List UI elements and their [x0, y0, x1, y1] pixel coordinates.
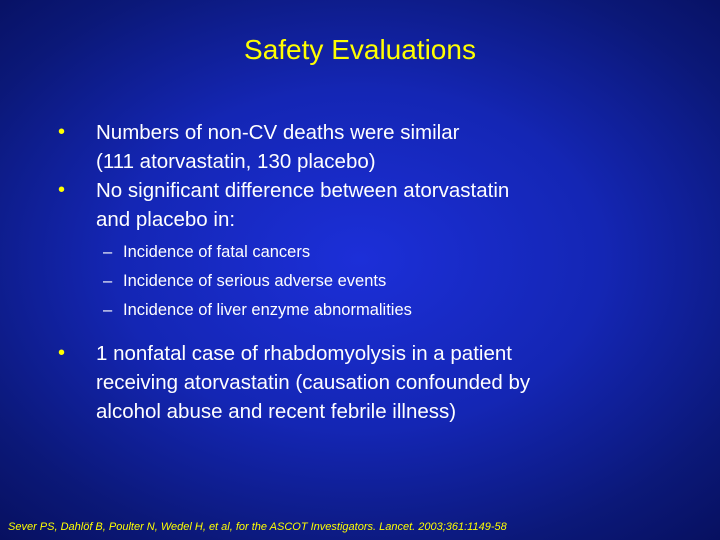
bullet-item [58, 118, 616, 176]
sub-bullet-marker: – [103, 272, 113, 290]
bullet-item [58, 176, 616, 325]
bullet-line: and placebo in: [96, 208, 236, 231]
sub-bullet-text: Incidence of serious adverse events [123, 272, 387, 290]
sub-bullet-list [96, 238, 616, 325]
bullet-item [58, 339, 616, 426]
sub-bullet-item [103, 267, 616, 296]
citation: Sever PS, Dahlöf B, Poulter N, Wedel H, et al, for the ASCOT Investigators. Lancet. 2003;361:1149-58 [8, 521, 507, 533]
bullet-line: Numbers of non-CV deaths were similar [96, 121, 460, 144]
bullet-line: receiving atorvastatin (causation confounded by [96, 371, 531, 394]
bullet-line: No significant difference between atorvastatin [96, 179, 510, 202]
bullet-line: (111 atorvastatin, 130 placebo) [96, 150, 376, 173]
sub-bullet-item [103, 296, 616, 325]
sub-bullet-text: Incidence of fatal cancers [123, 243, 311, 261]
bullet-marker: • [58, 179, 66, 201]
sub-bullet-item [103, 238, 616, 267]
sub-bullet-marker: – [103, 243, 113, 261]
bullet-marker: • [58, 121, 66, 143]
slide-title: Safety Evaluations [244, 34, 476, 65]
bullet-line: alcohol abuse and recent febrile illness) [96, 400, 457, 423]
sub-bullet-marker: – [103, 301, 113, 319]
bullet-marker: • [58, 342, 66, 364]
bullet-list [0, 118, 720, 426]
bullet-line: 1 nonfatal case of rhabdomyolysis in a patient [96, 342, 512, 365]
sub-bullet-text: Incidence of liver enzyme abnormalities [123, 301, 412, 319]
